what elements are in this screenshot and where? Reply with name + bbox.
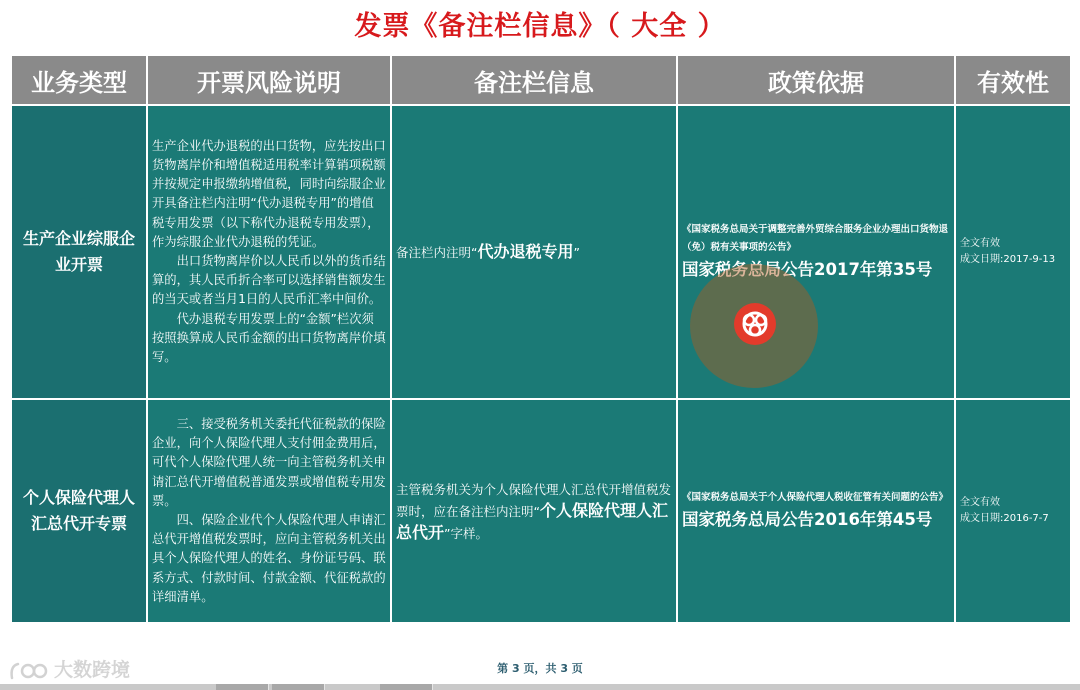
horizontal-scrollbar[interactable] bbox=[0, 684, 1080, 690]
header-business-type: 业务类型 bbox=[11, 55, 147, 105]
policy-document-title: 《国家税务总局关于调整完善外贸综合服务企业办理出口货物退（免）税有关事项的公告》 bbox=[682, 224, 949, 253]
header-validity: 有效性 bbox=[955, 55, 1071, 105]
note-text-suffix: ” bbox=[573, 245, 580, 260]
validity-status: 全文有效 bbox=[960, 497, 1000, 508]
scrollbar-thumb[interactable] bbox=[380, 684, 433, 690]
risk-paragraph: 代办退税专用发票上的“金额”栏次须按照换算成人民币金额的出口货物离岸价填写。 bbox=[152, 311, 386, 365]
invoice-note-table bbox=[10, 54, 1070, 624]
policy-document-title: 《国家税务总局关于个人保险代理人税收征管有关问题的公告》 bbox=[682, 492, 949, 503]
watermark bbox=[8, 656, 130, 684]
scrollbar-thumb[interactable] bbox=[216, 684, 269, 690]
header-note-info: 备注栏信息 bbox=[391, 55, 677, 105]
brand-logo-icon bbox=[8, 660, 48, 682]
policy-basis-cell bbox=[677, 399, 955, 623]
note-info-cell bbox=[391, 399, 677, 623]
validity-status: 全文有效 bbox=[960, 238, 1000, 249]
scrollbar-thumb[interactable] bbox=[272, 684, 325, 690]
business-type-cell: 生产企业综服企业开票 bbox=[11, 105, 147, 399]
table-row bbox=[11, 399, 1071, 623]
page-title: 发票《备注栏信息》（ 大全 ） bbox=[354, 11, 726, 42]
table-row bbox=[11, 105, 1071, 399]
note-info-cell bbox=[391, 105, 677, 399]
note-emphasis: 代办退税专用 bbox=[477, 242, 574, 261]
risk-description-cell bbox=[147, 399, 391, 623]
risk-paragraph: 四、保险企业代个人保险代理人申请汇总代开增值税发票时，应向主管税务机关出具个人保险代理人的姓名、身份证号码、联系方式、付款时间、付款金额、代征税款的详细清单。 bbox=[152, 513, 386, 604]
note-emphasis: 个人保险代理人汇总代开 bbox=[396, 500, 668, 542]
page-indicator: 第 3 页，共 3 页 bbox=[497, 662, 583, 675]
table-header-row bbox=[11, 55, 1071, 105]
validity-cell bbox=[955, 105, 1071, 399]
risk-paragraph: 三、接受税务机关委托代征税款的保险企业，向个人保险代理人支付佣金费用后，可代个人保险代理人统一向主管税务机关申请汇总代开增值税普通发票或增值税专用发票。 bbox=[152, 416, 386, 508]
note-text: 主管税务机关为个人保险代理人汇总代开增值税发票时，应在备注栏内注明“ bbox=[396, 481, 672, 519]
issue-date: 成文日期:2016-7-7 bbox=[960, 513, 1049, 524]
watermark-text: 大数跨境 bbox=[54, 659, 131, 681]
policy-announcement-number: 国家税务总局公告2017年第35号 bbox=[682, 260, 933, 279]
risk-paragraph: 生产企业代办退税的出口货物，应先按出口货物离岸价和增值税适用税率计算销项税额并按规定申报缴纳增值税，同时向综服企业开具备注栏内注明“代办退税专用”的增值税专用发票（以下称代办退税专用发票），作为综服企业代办退税的凭证。 bbox=[152, 138, 386, 249]
note-text-suffix: ”字样。 bbox=[444, 525, 488, 541]
business-type-cell: 个人保险代理人汇总代开专票 bbox=[11, 399, 147, 623]
risk-description-cell bbox=[147, 105, 391, 399]
header-policy-basis: 政策依据 bbox=[677, 55, 955, 105]
issue-date: 成文日期:2017-9-13 bbox=[960, 254, 1056, 265]
risk-paragraph: 出口货物离岸价以人民币以外的货币结算的，其人民币折合率可以选择销售额发生的当天或者当月1日的人民币汇率中间价。 bbox=[152, 254, 386, 307]
ring-logo-icon[interactable] bbox=[734, 303, 776, 345]
policy-announcement-number: 国家税务总局公告2016年第45号 bbox=[682, 510, 933, 529]
header-risk-description: 开票风险说明 bbox=[147, 55, 391, 105]
validity-cell bbox=[955, 399, 1071, 623]
note-text: 备注栏内注明“ bbox=[396, 245, 478, 260]
